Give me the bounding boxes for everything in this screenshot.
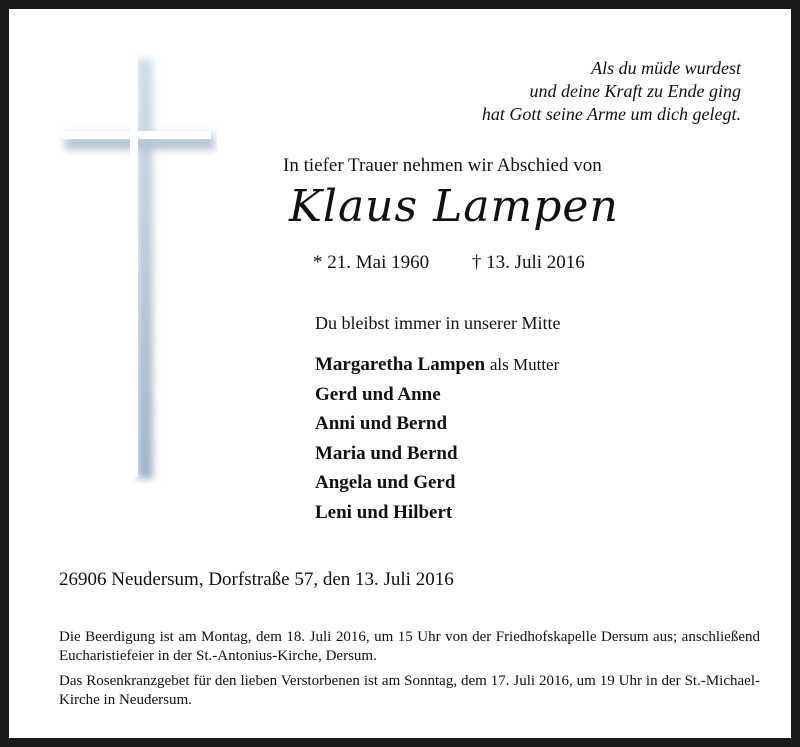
poem-line: Als du müde wurdest — [591, 58, 741, 78]
address-line: 26906 Neudersum, Dorfstraße 57, den 13. Juli 2016 — [59, 569, 454, 590]
mourner-item — [315, 498, 559, 528]
rosary-notice: Das Rosenkranzgebet für den lieben Verstorbenen ist am Sonntag, dem 17. Juli 2016, um 19 Uhr in der St.-Michael-Kirche in Neudersum. — [59, 673, 760, 708]
intro-text: In tiefer Trauer nehmen wir Abschied von — [283, 155, 602, 176]
funeral-notice: Die Beerdigung ist am Montag, dem 18. Juli 2016, um 15 Uhr von der Friedhofskapelle Dersum aus; anschließend Eucharistiefeier in der St.-Antonius-Kirche, Dersum. — [59, 629, 760, 664]
mourner-item — [315, 380, 559, 410]
death-date: † 13. Juli 2016 — [471, 252, 585, 273]
deceased-name: Klaus Lampen — [289, 181, 619, 232]
mourner-item — [315, 350, 559, 380]
mourner-relation: als Mutter — [489, 355, 560, 374]
remembrance-line: Du bleibst immer in unserer Mitte — [315, 313, 561, 333]
mourner-item — [315, 468, 559, 498]
mourner-name: Leni und Hilbert — [315, 501, 453, 523]
mourner-name: Margaretha Lampen — [315, 354, 486, 375]
mourner-item — [315, 439, 559, 469]
service-notices — [59, 628, 760, 716]
mourner-name: Maria und Bernd — [315, 442, 458, 464]
poem — [482, 57, 741, 126]
mourners-list — [315, 350, 559, 528]
mourner-name: Anni und Bernd — [315, 413, 448, 435]
cross-icon — [57, 55, 217, 483]
poem-line: und deine Kraft zu Ende ging — [529, 81, 741, 101]
mourner-item — [315, 409, 559, 439]
poem-line: hat Gott seine Arme um dich gelegt. — [481, 104, 741, 124]
mourner-name: Gerd und Anne — [315, 383, 441, 405]
life-dates — [313, 252, 585, 274]
birth-date: * 21. Mai 1960 — [313, 252, 430, 273]
mourner-name: Angela und Gerd — [315, 472, 456, 494]
